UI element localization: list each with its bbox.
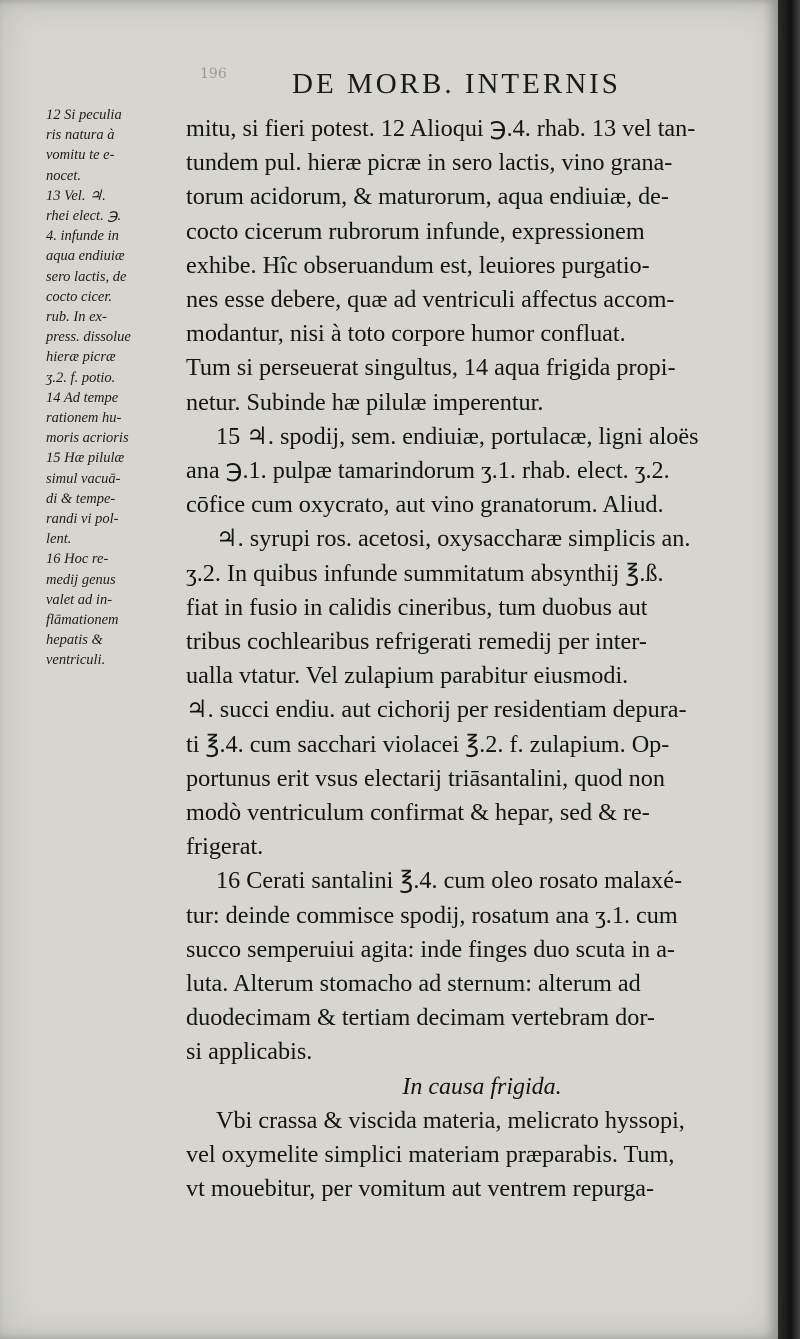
text-line: netur. Subinde hæ pilulæ imperentur.: [186, 388, 544, 416]
margin-note-line: ventriculi.: [46, 652, 106, 669]
margin-note-line: nocet.: [46, 167, 82, 184]
margin-note-line: 14 Ad tempe: [46, 389, 119, 406]
margin-note-line: 12 Si peculia: [46, 107, 122, 123]
text-line: ti ℥.4. cum sacchari violacei ℥.2. f. zulapium. Op-: [186, 730, 670, 758]
running-title: DE MORB. INTERNIS: [292, 68, 621, 100]
margin-note-line: simul vacuā-: [46, 470, 121, 487]
text-line: ualla vtatur. Vel zulapium parabitur eiusmodi.: [186, 662, 629, 690]
text-line: Vbi crassa & viscida materia, melicrato hyssopi,: [216, 1106, 685, 1134]
margin-note-line: flāmationem: [46, 612, 119, 629]
margin-note-line: sero lactis, de: [46, 268, 127, 285]
text-line: vel oxymelite simplici materiam præparabis. Tum,: [186, 1141, 675, 1169]
text-line: exhibe. Hîc obseruandum est, leuiores purgatio-: [186, 251, 650, 279]
margin-note-line: randi vi pol-: [46, 511, 119, 528]
margin-notes: [46, 105, 180, 671]
margin-note-line: 15 Hæ pilulæ: [46, 450, 125, 467]
margin-note-line: ris natura à: [46, 127, 115, 144]
margin-note-line: valet ad in-: [46, 591, 113, 608]
text-line: Tum si perseuerat singultus, 14 aqua frigida propi-: [186, 354, 676, 382]
text-line: 16 Cerati santalini ℥.4. cum oleo rosato malaxé-: [216, 867, 683, 895]
text-line: cocto cicerum rubrorum infunde, expressionem: [186, 217, 645, 245]
margin-note-line: hieræ picræ: [46, 349, 116, 366]
text-line: tundem pul. hieræ picræ in sero lactis, vino grana-: [186, 149, 673, 177]
margin-note-line: aqua endiuiæ: [46, 248, 125, 265]
text-line: si applicabis.: [186, 1038, 313, 1066]
text-line: torum acidorum, & maturorum, aqua endiuiæ, de-: [186, 183, 669, 211]
faint-page-number: 196: [200, 66, 227, 82]
text-line: nes esse debere, quæ ad ventriculi affectus accom-: [186, 286, 675, 314]
closing-paragraph: [186, 1104, 768, 1207]
text-line: modantur, nisi à toto corpore humor confluat.: [186, 320, 626, 348]
margin-note-line: lent.: [46, 531, 72, 548]
margin-note-line: 16 Hoc re-: [46, 551, 109, 568]
margin-note-line: rhei elect. ℈.: [46, 208, 122, 225]
book-edge: [778, 0, 800, 1339]
margin-note-line: rationem hu-: [46, 410, 122, 427]
margin-note-line: hepatis &: [46, 632, 103, 649]
section-subheading: In causa frigida.: [402, 1073, 562, 1100]
margin-note-line: ʒ.2. f. potio.: [46, 369, 116, 386]
text-line: mitu, si fieri potest. 12 Alioqui ℈.4. rhab. 13 vel tan-: [186, 115, 696, 142]
margin-note-line: di & tempe-: [46, 490, 116, 507]
margin-note-line: vomitu te e-: [46, 147, 115, 164]
text-line: frigerat.: [186, 833, 264, 861]
text-line: 15 ♃. spodij, sem. endiuiæ, portulacæ, ligni aloës: [216, 422, 699, 450]
text-line: luta. Alterum stomacho ad sternum: alterum ad: [186, 970, 641, 998]
text-line: portunus erit vsus electarij triāsantalini, quod non: [186, 764, 665, 792]
margin-note-line: medij genus: [46, 571, 116, 588]
body-paragraphs: [186, 112, 768, 1070]
text-line: tribus cochlearibus refrigerati remedij per inter-: [186, 628, 647, 656]
main-text: [186, 112, 768, 1207]
text-line: tur: deinde commisce spodij, rosatum ana ʒ.1. cum: [186, 901, 678, 929]
margin-note-line: rub. In ex-: [46, 309, 107, 326]
margin-note-line: 4. infunde in: [46, 228, 119, 245]
text-line: ♃. syrupi ros. acetosi, oxysaccharæ simplicis an.: [216, 525, 691, 553]
text-line: modò ventriculum confirmat & hepar, sed & re-: [186, 799, 650, 827]
margin-note-line: moris acrioris: [46, 430, 129, 447]
text-line: ana ℈.1. pulpæ tamarindorum ʒ.1. rhab. elect. ʒ.2.: [186, 457, 670, 485]
text-line: ♃. succi endiu. aut cichorij per residentiam depura-: [186, 696, 687, 724]
text-line: fiat in fusio in calidis cineribus, tum duobus aut: [186, 593, 648, 621]
text-line: duodecimam & tertiam decimam vertebram dor-: [186, 1004, 655, 1032]
margin-note-line: press. dissolue: [46, 329, 131, 346]
text-line: ʒ.2. In quibus infunde summitatum absynthij ℥.ß.: [186, 559, 664, 587]
text-line: cōfice cum oxycrato, aut vino granatorum. Aliud.: [186, 491, 664, 519]
margin-note-line: 13 Vel. ♃.: [46, 187, 106, 204]
text-line: vt mouebitur, per vomitum aut ventrem repurga-: [186, 1175, 655, 1203]
text-line: succo semperuiui agita: inde finges duo scuta in a-: [186, 935, 675, 963]
margin-note-line: cocto cicer.: [46, 288, 113, 305]
